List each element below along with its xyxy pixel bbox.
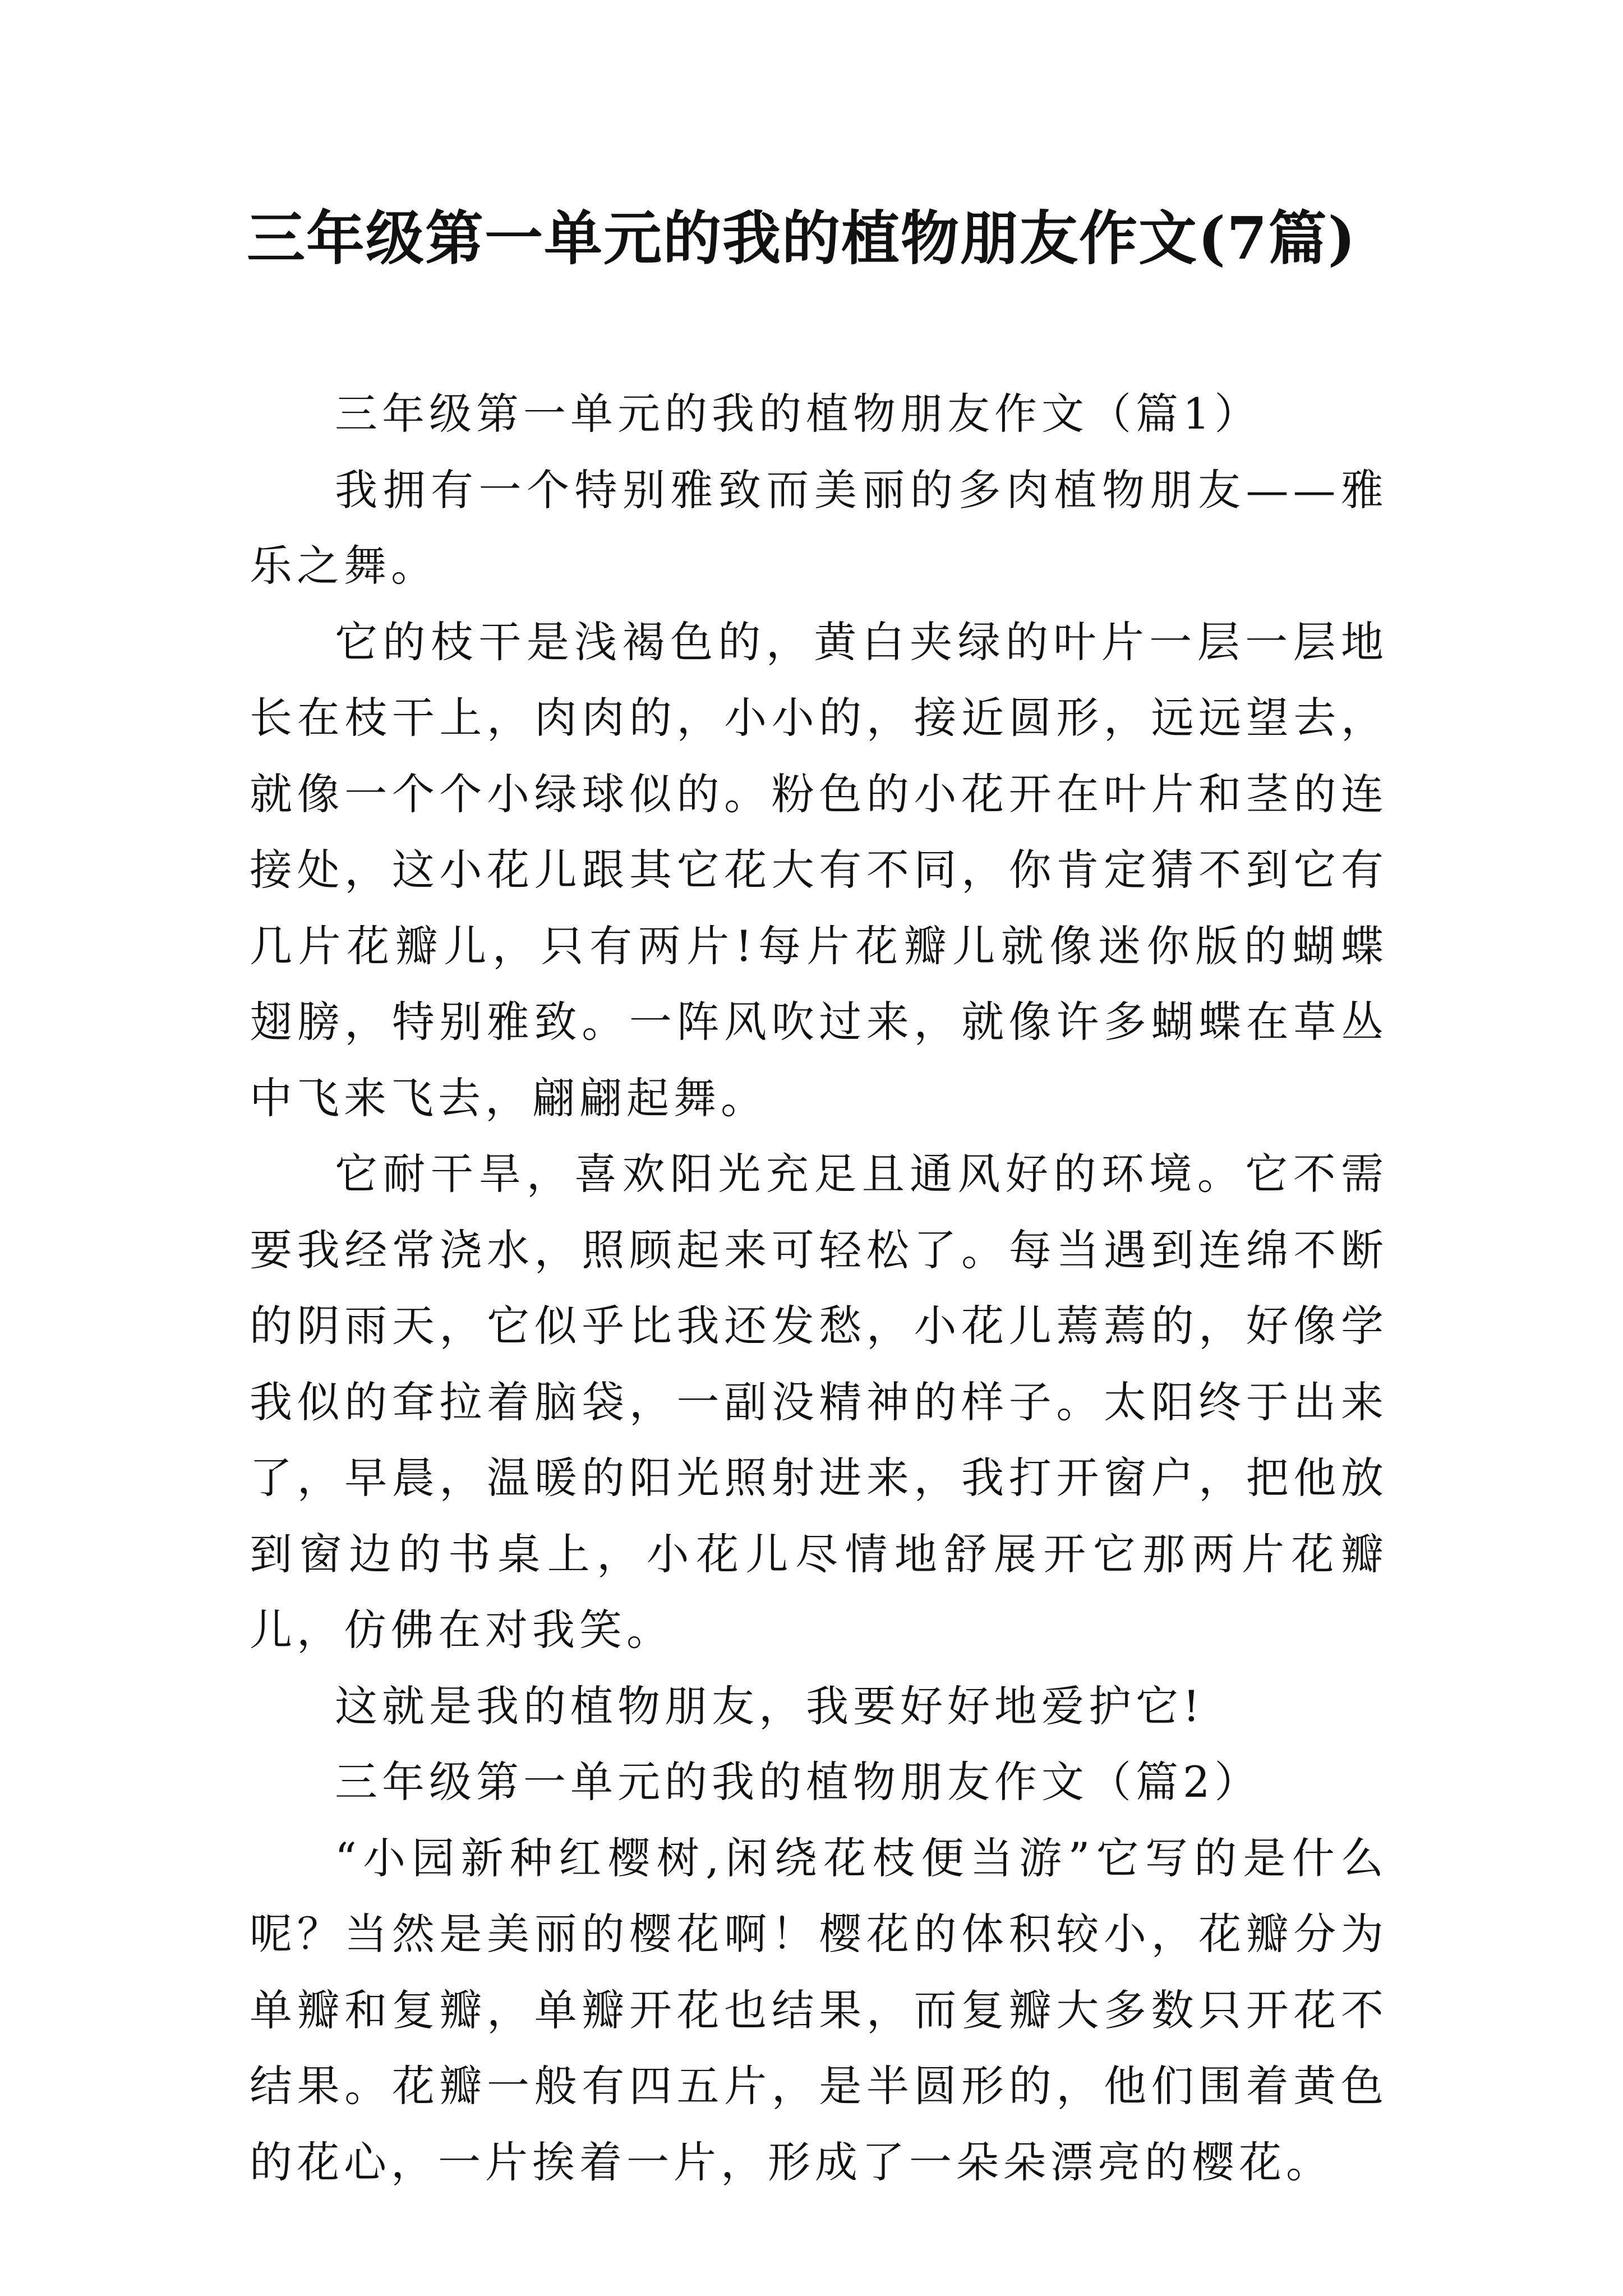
section-heading-1: 三年级第一单元的我的植物朋友作文（篇1） [335, 389, 1262, 439]
paragraph: 这就是我的植物朋友，我要好好地爱护它! [335, 1681, 1205, 1731]
paragraph: 它的枝干是浅褐色的，黄白夹绿的叶片一层一层地长在枝干上，肉肉的，小小的，接近圆形，远远望去，就像一个个小绿球似的。粉色的小花开在叶片和茎的连接处，这小花儿跟其它花大有不同，你肯定猜不到它有几片花瓣儿，只有两片!每片花瓣儿就像迷你版的蝴蝶翅膀，特别雅致。一阵风吹过来，就像许多蝴蝶在草丛中飞来飞去，翩翩起舞。 [250, 616, 1388, 1123]
section-heading-2: 三年级第一单元的我的植物朋友作文（篇2） [335, 1757, 1262, 1807]
document-title: 三年级第一单元的我的植物朋友作文(7篇) [247, 204, 1357, 273]
paragraph: 我拥有一个特别雅致而美丽的多肉植物朋友——雅乐之舞。 [250, 464, 1388, 591]
paragraph: “小园新种红樱树,闲绕花枝便当游”它写的是什么呢？当然是美丽的樱花啊！樱花的体积较小，花瓣分为单瓣和复瓣，单瓣开花也结果，而复瓣大多数只开花不结果。花瓣一般有四五片，是半圆形的，他们围着黄色的花心，一片挨着一片，形成了一朵朵漂亮的樱花。 [250, 1833, 1388, 2187]
paragraph: 它耐干旱，喜欢阳光充足且通风好的环境。它不需要我经常浇水，照顾起来可轻松了。每当遇到连绵不断的阴雨天，它似乎比我还发愁，小花儿蔫蔫的，好像学我似的耷拉着脑袋，一副没精神的样子。太阳终于出来了，早晨，温暖的阳光照射进来，我打开窗户，把他放到窗边的书桌上，小花儿尽情地舒展开它那两片花瓣儿，仿佛在对我笑。 [250, 1149, 1388, 1655]
document-body [250, 376, 1388, 2200]
